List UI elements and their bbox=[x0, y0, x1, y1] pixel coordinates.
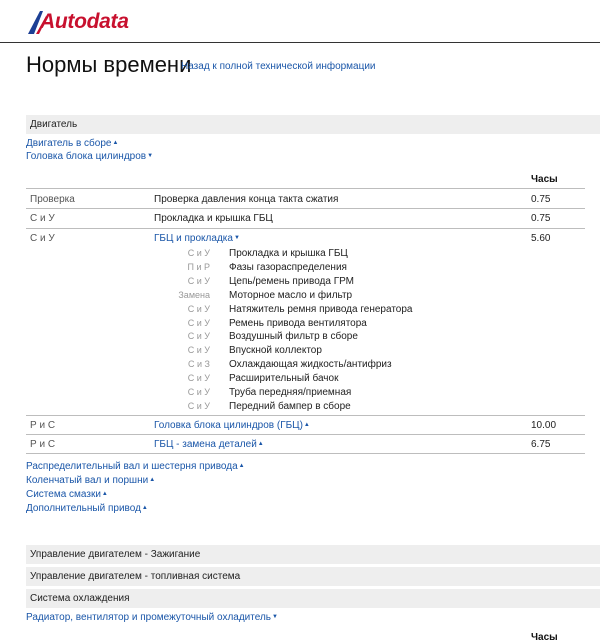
section-engine-header[interactable]: Двигатель bbox=[26, 115, 600, 134]
sub-item-description: Расширительный бачок bbox=[229, 373, 339, 384]
link-label: Распределительный вал и шестерня привода bbox=[26, 461, 238, 472]
row-hours: 5.60 bbox=[531, 233, 551, 244]
sub-item-description: Фазы газораспределения bbox=[229, 262, 347, 273]
triangle-up-icon: ▲ bbox=[141, 505, 148, 511]
link-label: Система смазки bbox=[26, 489, 101, 500]
link-label: Коленчатый вал и поршни bbox=[26, 475, 149, 486]
row-operation: С и У bbox=[30, 213, 55, 224]
autodata-logo[interactable] bbox=[26, 8, 129, 36]
triangle-up-icon: ▲ bbox=[149, 477, 156, 483]
sub-item-operation: С и У bbox=[187, 331, 210, 341]
section-cooling-header[interactable]: Система охлаждения bbox=[26, 589, 600, 608]
sub-item-description: Труба передняя/приемная bbox=[229, 387, 352, 398]
link-label: Головка блока цилиндров bbox=[26, 151, 147, 162]
link-head-and-gasket[interactable] bbox=[154, 233, 240, 244]
page-title: Нормы времени bbox=[26, 52, 192, 77]
row-divider bbox=[26, 188, 585, 189]
link-cylinder-head[interactable] bbox=[26, 151, 153, 162]
logo-text: Autodata bbox=[40, 10, 129, 33]
row-divider bbox=[26, 415, 585, 416]
row-hours: 0.75 bbox=[531, 194, 551, 205]
link-auxiliary-drive[interactable] bbox=[26, 503, 148, 514]
header-divider bbox=[0, 42, 600, 43]
sub-item-operation: С и У bbox=[187, 318, 210, 328]
hours-column-header: Часы bbox=[531, 632, 558, 643]
triangle-up-icon: ▲ bbox=[238, 463, 245, 469]
row-operation: Проверка bbox=[30, 194, 75, 205]
sub-item-operation: Замена bbox=[178, 290, 210, 300]
sub-item-description: Цепь/ремень привода ГРМ bbox=[229, 276, 355, 287]
section-ignition-header[interactable]: Управление двигателем - Зажигание bbox=[26, 545, 600, 564]
row-hours: 0.75 bbox=[531, 213, 551, 224]
row-description: Проверка давления конца такта сжатия bbox=[154, 194, 339, 205]
triangle-down-icon: ▼ bbox=[147, 153, 154, 159]
link-head-parts-replacement[interactable] bbox=[154, 439, 264, 450]
row-operation: Р и С bbox=[30, 439, 56, 450]
link-camshaft[interactable] bbox=[26, 461, 245, 472]
triangle-up-icon: ▲ bbox=[257, 441, 264, 447]
link-cylinder-head-gbc[interactable] bbox=[154, 420, 310, 431]
sub-item-operation: С и У bbox=[187, 373, 210, 383]
link-label: Головка блока цилиндров (ГБЦ) bbox=[154, 420, 303, 431]
sub-item-description: Моторное масло и фильтр bbox=[229, 290, 353, 301]
link-crankshaft[interactable] bbox=[26, 475, 155, 486]
link-label: Радиатор, вентилятор и промежуточный охладитель bbox=[26, 612, 272, 623]
row-divider bbox=[26, 208, 585, 209]
triangle-up-icon: ▲ bbox=[112, 140, 119, 146]
triangle-up-icon: ▲ bbox=[303, 422, 310, 428]
link-lubrication[interactable] bbox=[26, 489, 108, 500]
sub-item-operation: С и У bbox=[187, 304, 210, 314]
sub-item-operation: С и У bbox=[187, 401, 210, 411]
triangle-down-icon: ▼ bbox=[272, 614, 278, 620]
sub-item-description: Натяжитель ремня привода генератора bbox=[229, 304, 413, 315]
row-operation: Р и С bbox=[30, 420, 56, 431]
triangle-down-icon: ▼ bbox=[233, 235, 240, 241]
row-divider bbox=[26, 434, 585, 435]
link-label: ГБЦ и прокладка bbox=[154, 233, 233, 244]
sub-item-operation: С и У bbox=[187, 248, 210, 258]
link-radiator-fan[interactable] bbox=[26, 612, 278, 623]
row-hours: 10.00 bbox=[531, 420, 557, 431]
link-engine-assembly[interactable] bbox=[26, 138, 118, 149]
link-label: Двигатель в сборе bbox=[26, 138, 112, 149]
row-hours: 6.75 bbox=[531, 439, 551, 450]
back-to-technical-info-link[interactable]: Назад к полной технической информации bbox=[181, 61, 376, 72]
row-divider bbox=[26, 453, 585, 454]
sub-item-operation: П и Р bbox=[187, 262, 210, 272]
sub-item-description: Передний бампер в сборе bbox=[229, 401, 351, 412]
sub-item-description: Прокладка и крышка ГБЦ bbox=[229, 248, 348, 259]
section-fuel-system-header[interactable]: Управление двигателем - топливная система bbox=[26, 567, 600, 586]
hours-column-header: Часы bbox=[531, 174, 558, 185]
sub-item-description: Впускной коллектор bbox=[229, 345, 322, 356]
link-label: ГБЦ - замена деталей bbox=[154, 439, 257, 450]
triangle-up-icon: ▲ bbox=[101, 491, 108, 497]
sub-item-description: Охлаждающая жидкость/антифриз bbox=[229, 359, 392, 370]
sub-item-description: Воздушный фильтр в сборе bbox=[229, 331, 358, 342]
row-operation: С и У bbox=[30, 233, 55, 244]
row-description: Прокладка и крышка ГБЦ bbox=[154, 213, 273, 224]
sub-item-operation: С и У bbox=[187, 387, 210, 397]
sub-item-operation: С и З bbox=[188, 359, 210, 369]
link-label: Дополнительный привод bbox=[26, 503, 141, 514]
sub-item-operation: С и У bbox=[187, 276, 210, 286]
row-divider bbox=[26, 228, 585, 229]
sub-item-description: Ремень привода вентилятора bbox=[229, 318, 367, 329]
sub-item-operation: С и У bbox=[187, 345, 210, 355]
